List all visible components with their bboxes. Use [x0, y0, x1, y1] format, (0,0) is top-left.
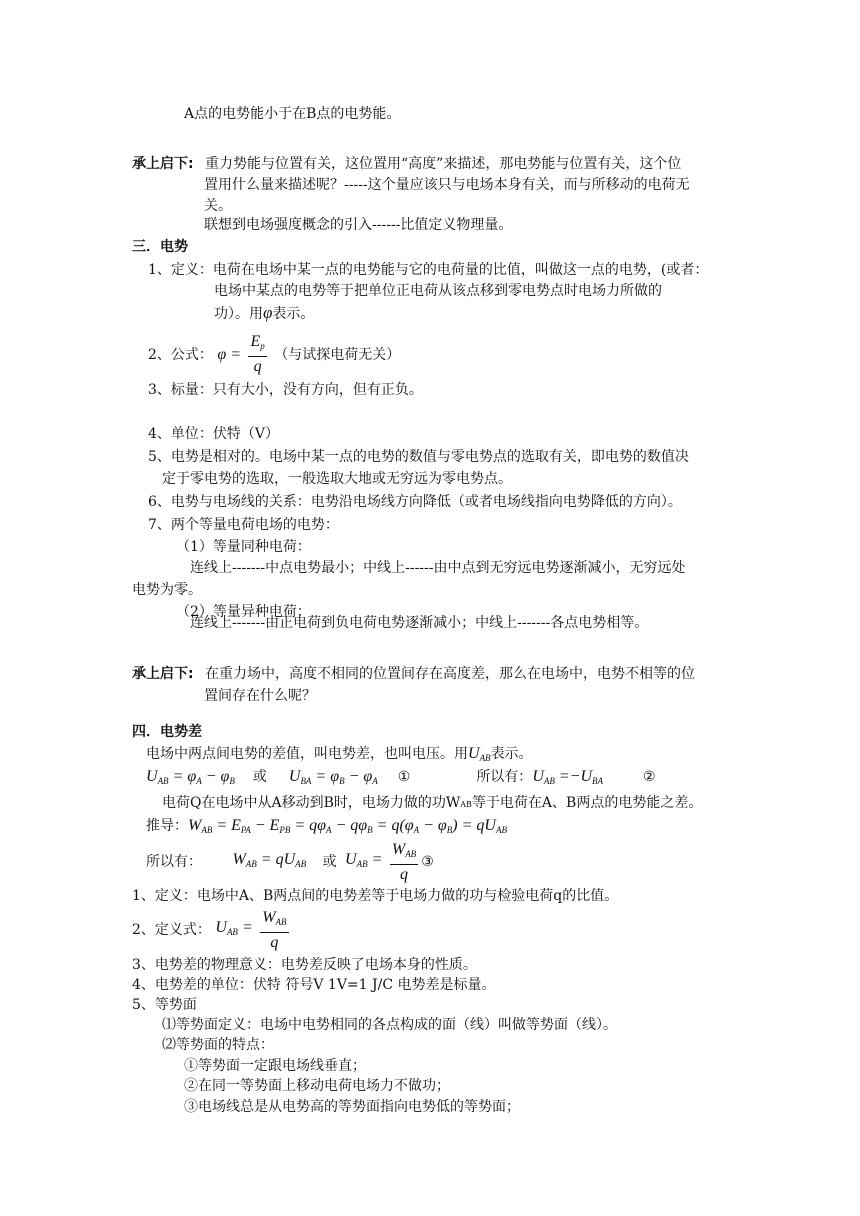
text: 2、定义式：	[132, 922, 211, 938]
text: 2、公式：	[148, 346, 213, 363]
or-word: 或	[252, 770, 267, 785]
text-line: 电场中某点的电势等于把单位正电荷从该点移到零电势点时电场力所做的	[214, 283, 662, 299]
phi-symbol: φ	[263, 303, 273, 322]
fraction: $\frac{W_{AB}}{q}$	[391, 840, 417, 883]
text-line: 4、电势差的单位：伏特 符号V 1V=1 J/C 电势差是标量。	[132, 977, 496, 993]
text-line: 定于零电势的选取，一般选取大地或无穷远为零电势点。	[162, 471, 512, 487]
text-line: （1）等量同种电荷：	[176, 539, 311, 555]
numerator: E	[250, 333, 261, 350]
text: 推导：	[146, 818, 188, 834]
transition-label: 承上启下:	[132, 156, 194, 172]
text-line	[162, 793, 702, 815]
section-heading: 三．电势	[132, 239, 188, 255]
text-line: 5、等势面	[132, 997, 197, 1013]
text-line: 置用什么量来描述呢？-----这个量应该只与电场本身有关，而与所移动的电荷无	[204, 177, 690, 193]
fraction: $\frac{W_{AB}}{q}$	[262, 908, 287, 951]
text: 所以有：	[146, 854, 202, 870]
numerator-sub: p	[260, 341, 265, 351]
text-line	[146, 744, 533, 768]
eq-number: ②	[643, 770, 656, 785]
text: 电荷Q在电场中从A移动到B时，电场力做的功W	[162, 795, 461, 811]
text: 表示。	[272, 306, 315, 322]
text-line: （2）等量异种电荷：	[176, 604, 311, 620]
potential-formula	[148, 332, 400, 377]
text: 等于电荷在A、B两点的电势能之差。	[471, 795, 703, 811]
u-symbol: $U_{AB}$	[468, 745, 491, 763]
phi-lhs: φ =	[217, 345, 242, 363]
section-heading: 四．电势差	[132, 724, 202, 740]
text-line: ③电场线总是从电势高的等势面指向电势低的等势面；	[184, 1099, 520, 1115]
text-line: ⑵等势面的特点：	[162, 1037, 274, 1053]
transition-label: 承上启下:	[132, 666, 194, 682]
text-line: 关。	[204, 198, 232, 214]
text: 电场中两点间电势的差值，叫电势差，也叫电压。用	[146, 746, 468, 762]
text-line: 重力势能与位置有关，这位置用“高度”来描述，那电势能与位置有关，这个位	[205, 156, 682, 172]
text-line: 置间存在什么呢？	[204, 688, 316, 704]
text-line: 电势为零。	[132, 582, 202, 598]
text-line: 3、电势差的物理意义：电势差反映了电场本身的性质。	[132, 957, 477, 973]
text-line: ②在同一等势面上移动电荷电场力不做功；	[184, 1078, 450, 1094]
text-line: 3、标量：只有大小，没有方向，但有正负。	[148, 382, 423, 398]
fraction	[248, 332, 266, 377]
eq-number: ①	[397, 770, 411, 785]
result-equation: 所以有： $W_{AB} = qU_{AB}$ 或 $U_{AB}$ = $\frac{W_{AB}}{q}$ ③	[146, 840, 434, 883]
text-line: 7、两个等量电荷电场的电势：	[148, 517, 339, 533]
text: 表示。	[490, 746, 533, 762]
potential-difference-equation: $U_{AB} = \varphi_A - \varphi_B$ 或 $U_{BA} = \varphi_B - \varphi_A$ ① 所以有：$U_{AB} =-U_{BA}$ ②	[146, 768, 656, 786]
definition-formula: 2、定义式： $U_{AB}$ = $\frac{W_{AB}}{q}$	[132, 908, 287, 951]
derivation: 推导：$W_{AB} = E_{PA} - E_{PB} = q\varphi_A - q\varphi_B = q(\varphi_A - \varphi_B) = qU_{AB}$	[146, 817, 507, 835]
text-line: 6、电势与电场线的关系：电势沿电场线方向降低（或者电场线指向电势降低的方向）。	[148, 494, 682, 510]
w-sub: AB	[460, 800, 472, 809]
text-line: 1、定义：电荷在电场中某一点的电势能与它的电荷量的比值，叫做这一点的电势，(或者：	[148, 262, 709, 278]
denominator: q	[253, 358, 262, 375]
text-line: 4、单位：伏特（V）	[148, 426, 280, 442]
text-line: ①等势面一定跟电场线垂直；	[184, 1058, 366, 1074]
or-word: 或	[322, 854, 337, 870]
text-line: 连线上-------由正电荷到负电荷电势逐渐减小；中线上-------各点电势相等。	[190, 615, 649, 631]
text: 功）。用	[214, 306, 263, 322]
text: 所以有：	[476, 770, 533, 785]
text-line	[214, 303, 314, 324]
text-line: 连线上-------中点电势最小；中线上------由中点到无穷远电势逐渐减小，无穷远处	[190, 560, 686, 576]
text-line: ⑴等势面定义：电场中电势相同的各点构成的面（线）叫做等势面（线）。	[162, 1017, 617, 1033]
text-line: 在重力场中，高度不相同的位置间存在高度差，那么在电场中，电势不相等的位	[205, 666, 695, 682]
text-line: 5、电势是相对的。电场中某一点的电势的数值与零电势点的选取有关，即电势的数值决	[148, 449, 689, 465]
eq-number: ③	[421, 854, 434, 870]
text-line: 1、定义：电场中A、B两点间的电势差等于电场力做的功与检验电荷q的比值。	[132, 888, 619, 904]
text-line: 联想到电场强度概念的引入------比值定义物理量。	[204, 217, 513, 233]
text: （与试探电荷无关）	[274, 346, 401, 363]
text-line: A点的电势能小于在B点的电势能。	[184, 106, 401, 122]
